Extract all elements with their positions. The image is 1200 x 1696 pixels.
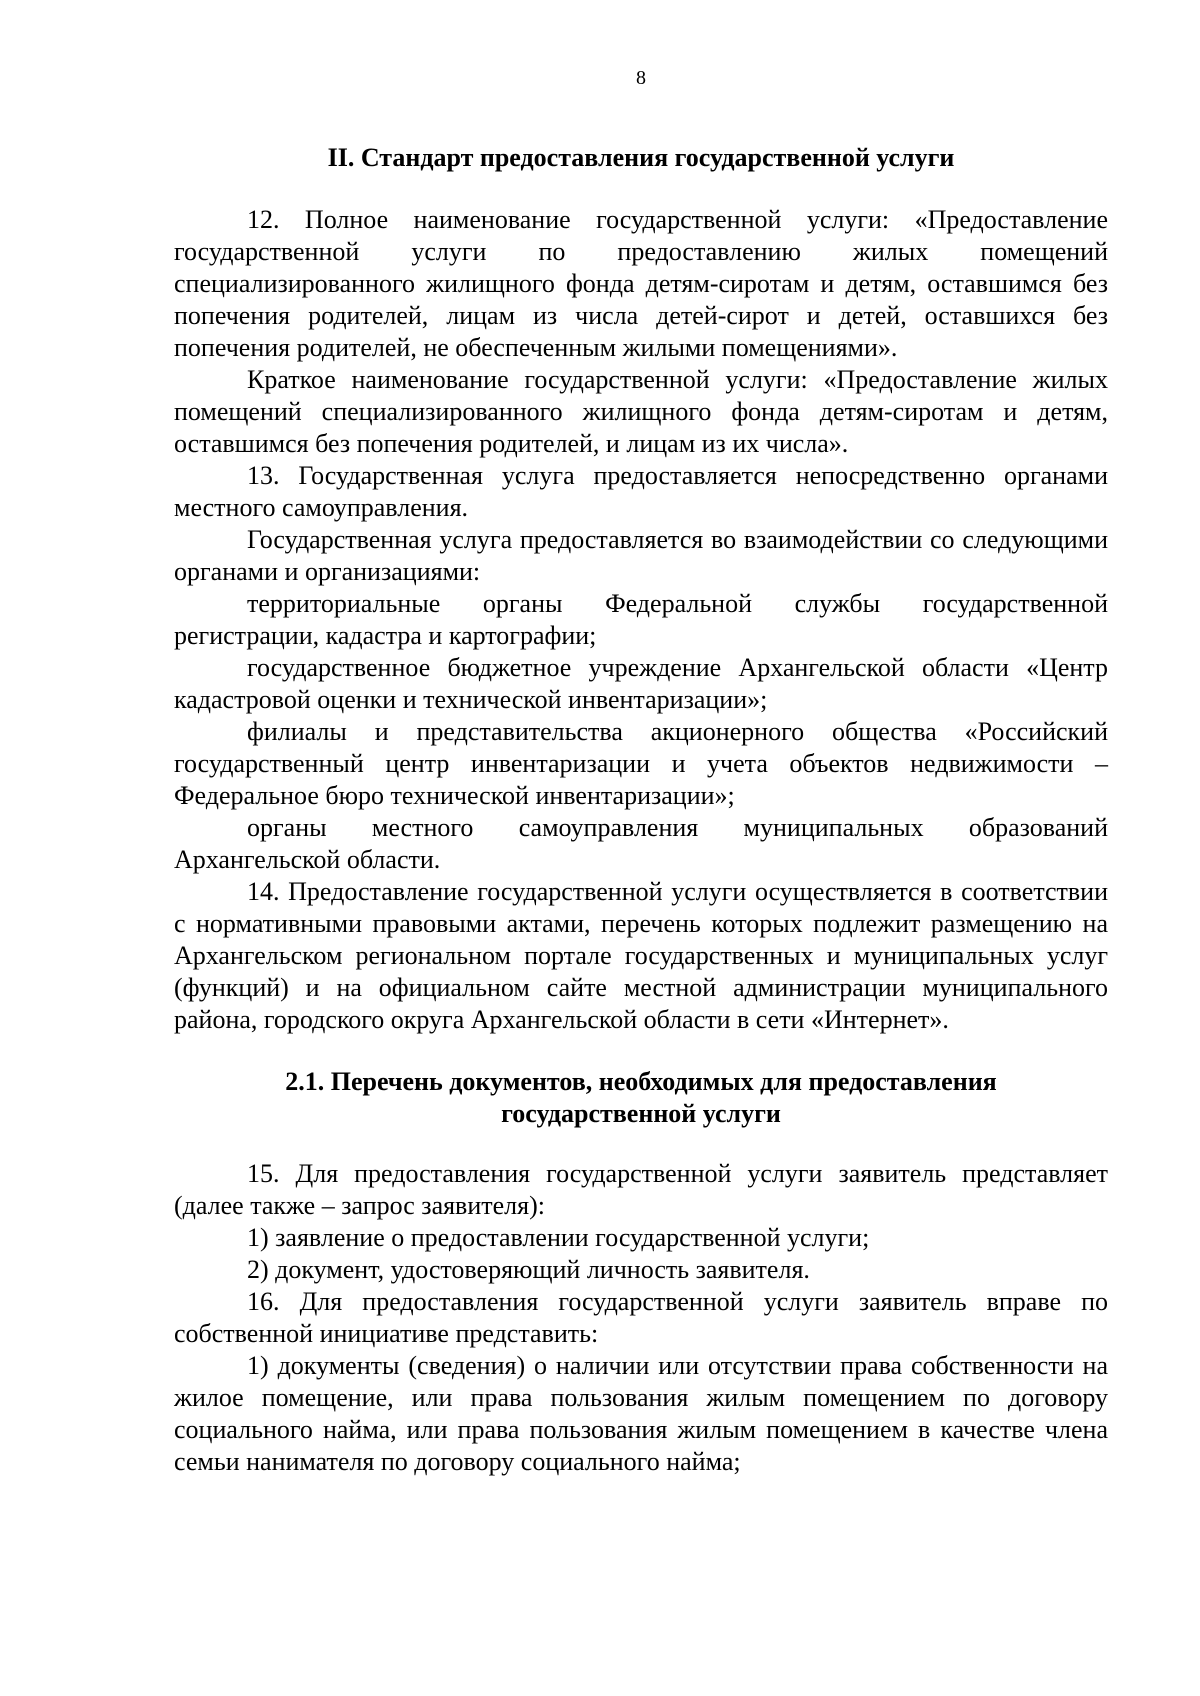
paragraph-14: 14. Предоставление государственной услуги осуществляется в соответствии с нормативными правовыми актами, перечень которых подлежит размещению на Архангельском региональном портале государственных и муниципальных услуг (функций) и на официальном сайте местной администрации муниципального района, городского округа Архангельской области в сети «Интернет». [174,877,1108,1034]
subsection-title-line1: 2.1. Перечень документов, необходимых для предоставления [285,1067,997,1096]
paragraph-short-name: Краткое наименование государственной услуги: «Предоставление жилых помещений специализированного жилищного фонда детям-сиротам и детям, оставшимся без попечения родителей, и лицам из их числа». [174,365,1108,458]
paragraph-bti: филиалы и представительства акционерного общества «Российский государственный центр инвентаризации и учета объектов недвижимости – Федеральное бюро технической инвентаризации»; [174,717,1108,810]
list-item-ownership-documents: 1) документы (сведения) о наличии или отсутствии права собственности на жилое помещение, или права пользования жилым помещением по договору социального найма, или права пользования жилым помещением в качестве члена семьи нанимателя по договору социального найма; [174,1351,1108,1476]
paragraph-16: 16. Для предоставления государственной услуги заявитель вправе по собственной инициативе представить: [174,1287,1108,1348]
subsection-title [174,1066,1108,1130]
paragraph-interaction: Государственная услуга предоставляется во взаимодействии со следующими органами и организациями: [174,525,1108,586]
paragraph-rosreestr: территориальные органы Федеральной службы государственной регистрации, кадастра и картографии; [174,589,1108,650]
section-body [174,204,1108,1036]
paragraph-15: 15. Для предоставления государственной услуги заявитель представляет (далее также – запрос заявителя): [174,1159,1108,1220]
list-item-application: 1) заявление о предоставлении государственной услуги; [247,1223,870,1252]
list-item-identity-document: 2) документ, удостоверяющий личность заявителя. [247,1255,810,1284]
section-title: II. Стандарт предоставления государственной услуги [327,143,955,172]
paragraph-cadastral-center: государственное бюджетное учреждение Архангельской области «Центр кадастровой оценки и технической инвентаризации»; [174,653,1108,714]
subsection-title-line2: государственной услуги [501,1099,781,1128]
page-number: 8 [636,67,646,89]
paragraph-13: 13. Государственная услуга предоставляется непосредственно органами местного самоуправления. [174,461,1108,522]
paragraph-12: 12. Полное наименование государственной услуги: «Предоставление государственной услуги по предоставлению жилых помещений специализированного жилищного фонда детям-сиротам и детям, оставшимся без попечения родителей, лицам из числа детей-сирот и детей, оставшихся без попечения родителей, не обеспеченным жилыми помещениями». [174,205,1108,362]
paragraph-municipal-bodies: органы местного самоуправления муниципальных образований Архангельской области. [174,813,1108,874]
subsection-body [174,1158,1108,1478]
